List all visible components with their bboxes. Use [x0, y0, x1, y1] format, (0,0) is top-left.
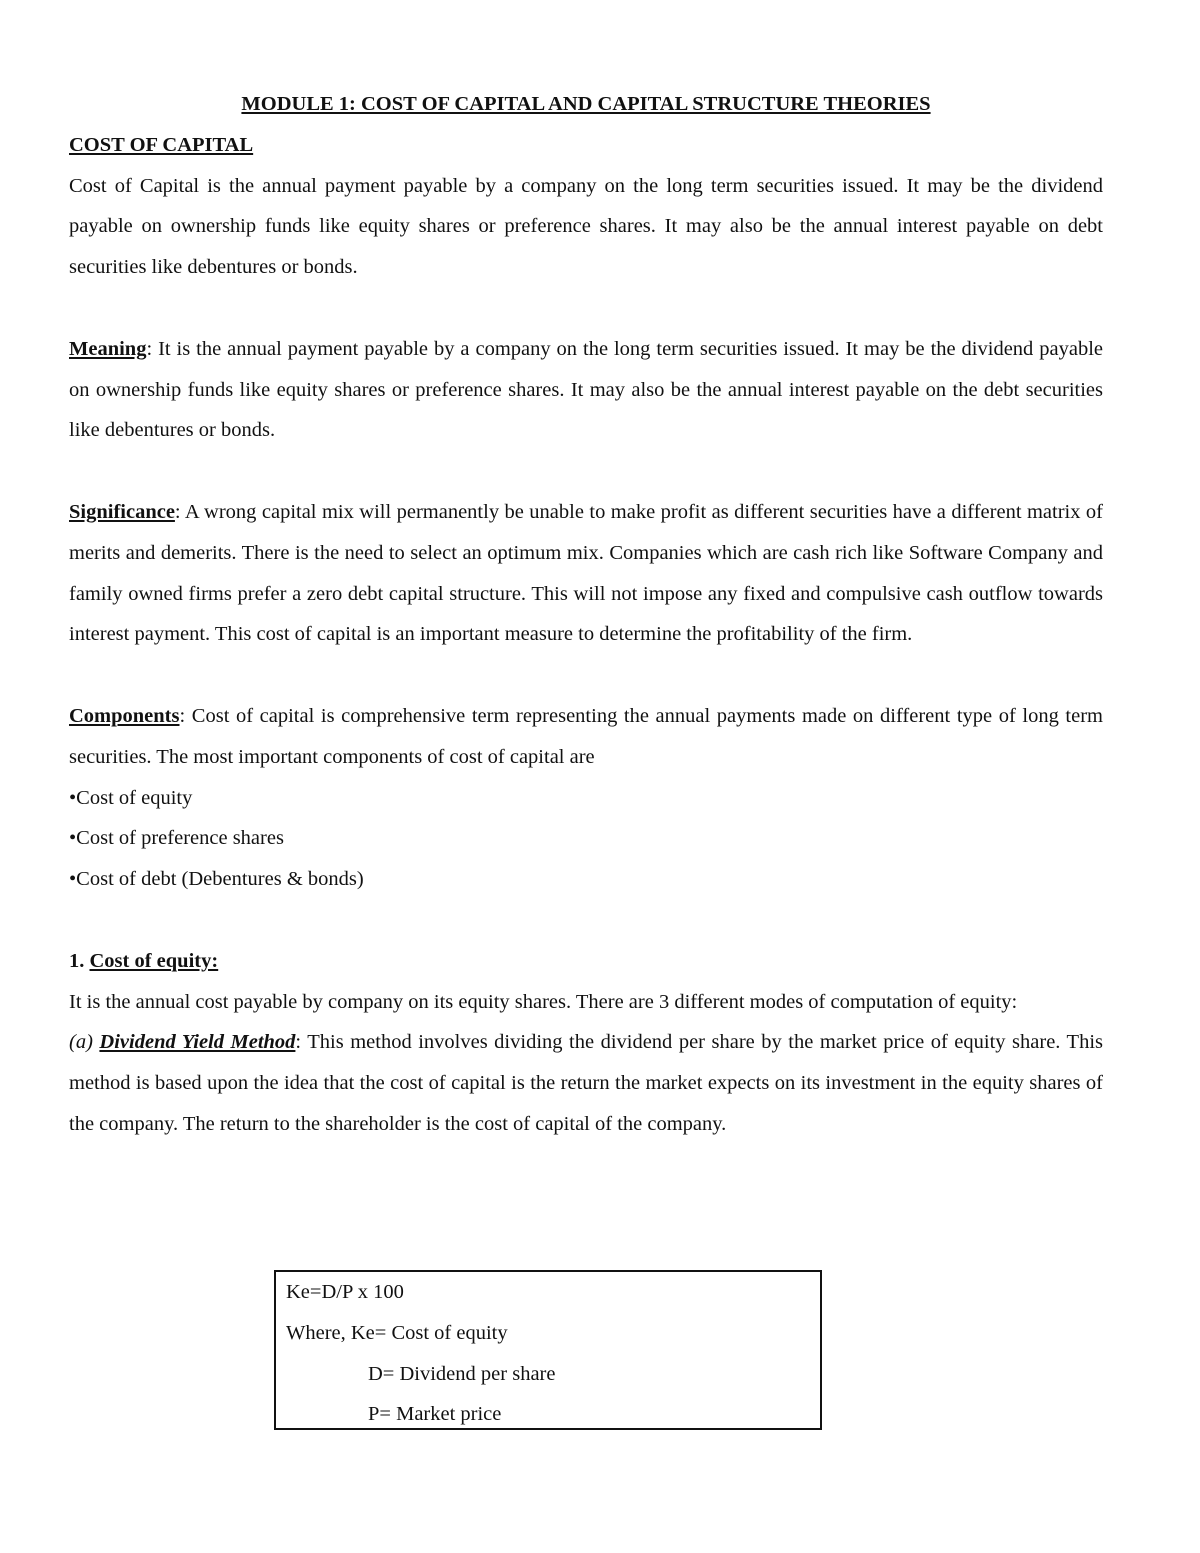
- method-label: Dividend Yield Method: [99, 1031, 296, 1054]
- method-text: : This method involves dividing the dividend per share by the market price of equity share. This method is based upon the idea that the cost of capital is the return the market expects on its investment in the equity shares of the company. The return to the shareholder is the cost of capital of the company.: [69, 1031, 1104, 1135]
- formula-line: Ke=D/P x 100: [286, 1281, 404, 1303]
- formula-where: Where, Ke= Cost of equity: [286, 1321, 508, 1344]
- significance-label: Significance: [69, 500, 175, 523]
- formula-price: P= Market price: [368, 1403, 502, 1426]
- spacer: [69, 288, 1103, 329]
- formula-box: [274, 1270, 822, 1430]
- bullet-item-debt: •Cost of debt (Debentures & bonds): [69, 868, 364, 891]
- document-title: MODULE 1: COST OF CAPITAL AND CAPITAL STRUCTURE THEORIES: [241, 93, 931, 115]
- equity-number: 1.: [69, 949, 90, 972]
- bullet-item-preference: •Cost of preference shares: [69, 827, 284, 850]
- formula-dividend: D= Dividend per share: [368, 1362, 556, 1385]
- spacer: [69, 655, 1103, 696]
- significance-text: : A wrong capital mix will permanently be unable to make profit as different securities have a different matrix of merits and demerits. There is the need to select an optimum mix. Companies which are cash rich like Software Company and family owned firms prefer a zero debt capital structure. This will not impose any fixed and compulsive cash outflow towards interest payment. This cost of capital is an important measure to determine the profitability of the firm.: [69, 500, 1103, 646]
- method-paragraph: [69, 1022, 1103, 1144]
- significance-paragraph: [69, 492, 1103, 655]
- equity-label: Cost of equity:: [89, 949, 219, 972]
- components-label: Components: [69, 704, 180, 727]
- spacer: [69, 451, 1103, 492]
- equity-paragraph: It is the annual cost payable by company on its equity shares. There are 3 different modes of computation of equity:: [69, 990, 1018, 1013]
- method-prefix: (a): [69, 1031, 100, 1054]
- spacer: [69, 900, 1103, 941]
- meaning-paragraph: [69, 329, 1103, 451]
- meaning-text: : It is the annual payment payable by a company on the long term securities issued. It may be the dividend payable on ownership funds like equity shares or preference shares. It may also be the annual interest payable on the debt securities like debentures or bonds.: [69, 337, 1103, 442]
- intro-paragraph: Cost of Capital is the annual payment payable by a company on the long term securities issued. It may be the dividend payable on ownership funds like equity shares or preference shares. It may also be the annual interest payable on debt securities like debentures or bonds.: [69, 174, 1103, 279]
- bullet-item-equity: •Cost of equity: [69, 786, 193, 809]
- equity-heading: [69, 941, 1103, 982]
- meaning-label: Meaning: [69, 337, 147, 360]
- components-text: : Cost of capital is comprehensive term representing the annual payments made on different type of long term securities. The most important components of cost of capital are: [69, 704, 1103, 768]
- document-page: [69, 84, 1104, 1426]
- components-paragraph: [69, 696, 1103, 778]
- section-heading: COST OF CAPITAL: [69, 133, 254, 156]
